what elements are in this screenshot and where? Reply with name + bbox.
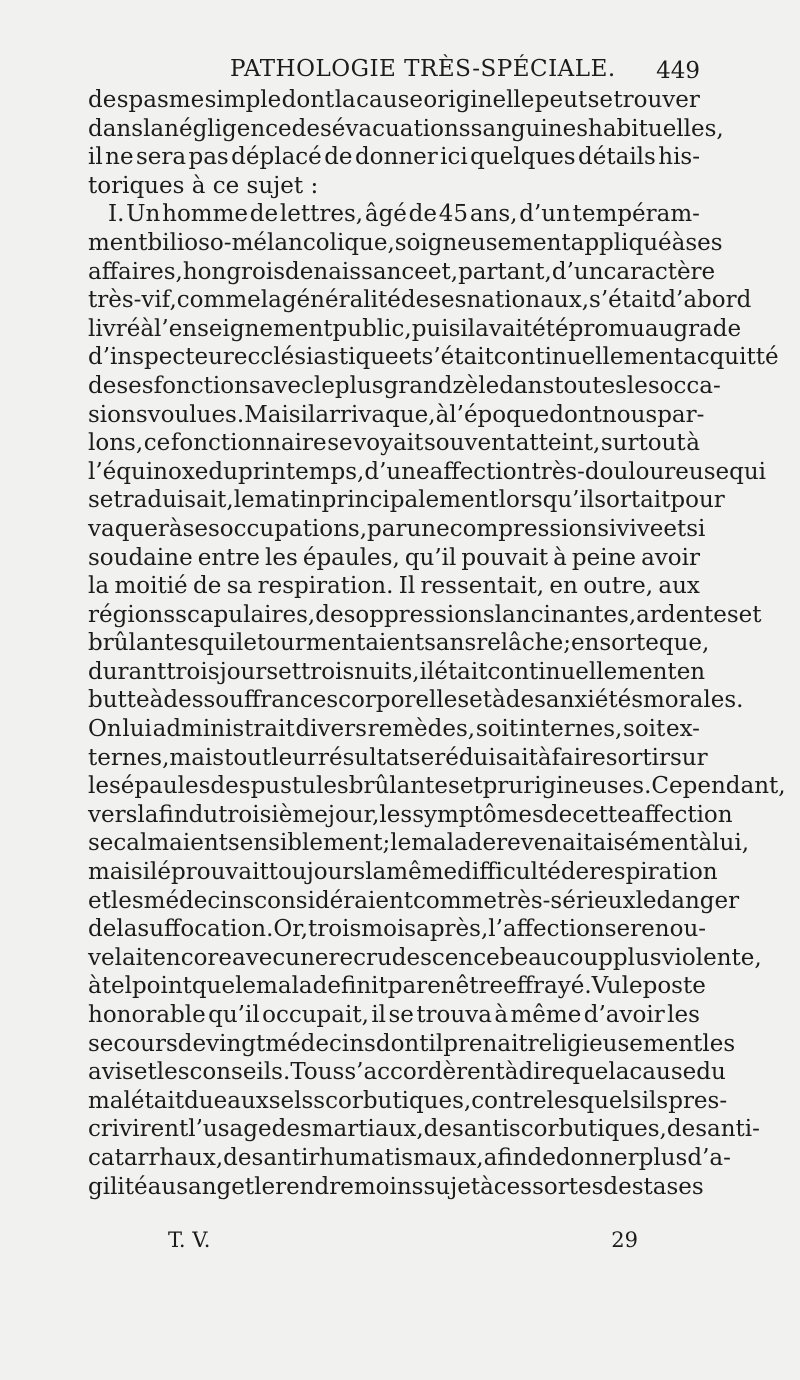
text-line: sions voulues. Mais il arriva que, à l’époque dont nous par-: [88, 401, 705, 428]
running-title: PATHOLOGIE TRÈS-SPÉCIALE.: [230, 56, 616, 82]
text-line: honorable qu’il occupait, il se trouva à même d’avoir les: [88, 1002, 700, 1028]
page-header: [230, 56, 700, 90]
text-line: les épaules des pustules brûlantes et prurigineuses. Cependant,: [88, 773, 786, 800]
signature-mark: 29: [611, 1228, 638, 1252]
text-line: affaires, hongrois de naissance et, partant, d’un caractère: [88, 258, 716, 285]
text-line: il ne sera pas déplacé de donner ici quelques détails his-: [88, 144, 700, 171]
text-line: mais il éprouvait toujours la même difficulté de respiration: [88, 859, 718, 886]
page-footer: [168, 1228, 638, 1258]
text-line: gilité au sang et le rendre moins sujet à ces sortes de stases: [88, 1173, 704, 1200]
text-line: d’inspecteur ecclésiastique et s’était continuellement acquitté: [88, 344, 779, 371]
text-line: catarrhaux, des antirhumatismaux, afin de donner plus d’a-: [88, 1144, 731, 1171]
text-line: ternes, mais tout leur résultat se réduisait à faire sortir sur: [88, 744, 708, 771]
text-line: lons, ce fonctionnaire se voyait souvent atteint, surtout à: [88, 430, 700, 457]
text-line: velait encore avec une recrudescence beaucoup plus violente,: [88, 944, 762, 971]
text-line: à tel point que le malade finit par en être effrayé. Vu le poste: [88, 973, 706, 1000]
text-line: se calmaient sensiblement ; le malade revenait aisément à lui,: [88, 830, 750, 857]
text-line: I. Un homme de lettres, âgé de 45 ans, d’un tempéram-: [108, 201, 700, 228]
text-line: de spasme simple dont la cause originelle peut se trouver: [88, 87, 700, 113]
text-line: très-vif, comme la généralité de ses nationaux, s’était d’abord: [88, 287, 752, 314]
text-line: durant trois jours et trois nuits, il était continuellement en: [88, 658, 706, 685]
text-line: vaquer à ses occupations, par une compression si vive et si: [88, 515, 706, 542]
text-line: de la suffocation. Or, trois mois après, l’affection se renou-: [88, 916, 707, 943]
text-line: secours de vingt médecins dont il prenait religieusement les: [88, 1030, 736, 1057]
text-line: brûlantes qui le tourmentaient sans relâche ; en sorte que,: [88, 630, 710, 657]
text-line: régions scapulaires, des oppressions lancinantes, ardentes et: [88, 601, 762, 628]
text-line: la moitié de sa respiration. Il ressentait, en outre, aux: [88, 573, 700, 600]
text-line: de ses fonctions avec le plus grand zèle dans toutes les occa-: [88, 372, 721, 399]
text-line: butte à des souffrances corporelles et à des anxiétés morales.: [88, 687, 744, 714]
text-line: se traduisait, le matin principalement lorsqu’il sortait pour: [88, 487, 725, 514]
text-line: toriques à ce sujet :: [88, 172, 319, 199]
text-line: crivirent l’usage des martiaux, des antiscorbutiques, des anti-: [88, 1116, 760, 1143]
text-line: avis et les conseils. Tous s’accordèrent à dire que la cause du: [88, 1059, 726, 1086]
text-line: dans la négligence des évacuations sanguines habituelles,: [88, 115, 724, 142]
text-line: soudaine entre les épaules, qu’il pouvait à peine avoir: [88, 544, 700, 571]
volume-mark: T. V.: [168, 1228, 211, 1252]
text-line: l’équinoxe du printemps, d’une affection très-douloureuse qui: [88, 458, 767, 485]
body-text: [88, 86, 786, 1201]
text-line: ment bilioso - mélancolique, soigneusement appliqué à ses: [88, 229, 723, 256]
text-line: On lui administrait divers remèdes, soit internes, soit ex-: [88, 716, 700, 743]
page-number: 449: [656, 58, 700, 84]
text-line: mal était due aux sels scorbutiques, contre lesquels ils pres-: [88, 1087, 728, 1114]
text-line: vers la fin du troisième jour, les symptômes de cette affection: [88, 801, 733, 828]
text-line: livré à l’enseignement public, puis il avait été promu au grade: [88, 315, 742, 342]
text-line: et les médecins considéraient comme très-sérieux le danger: [88, 887, 740, 914]
